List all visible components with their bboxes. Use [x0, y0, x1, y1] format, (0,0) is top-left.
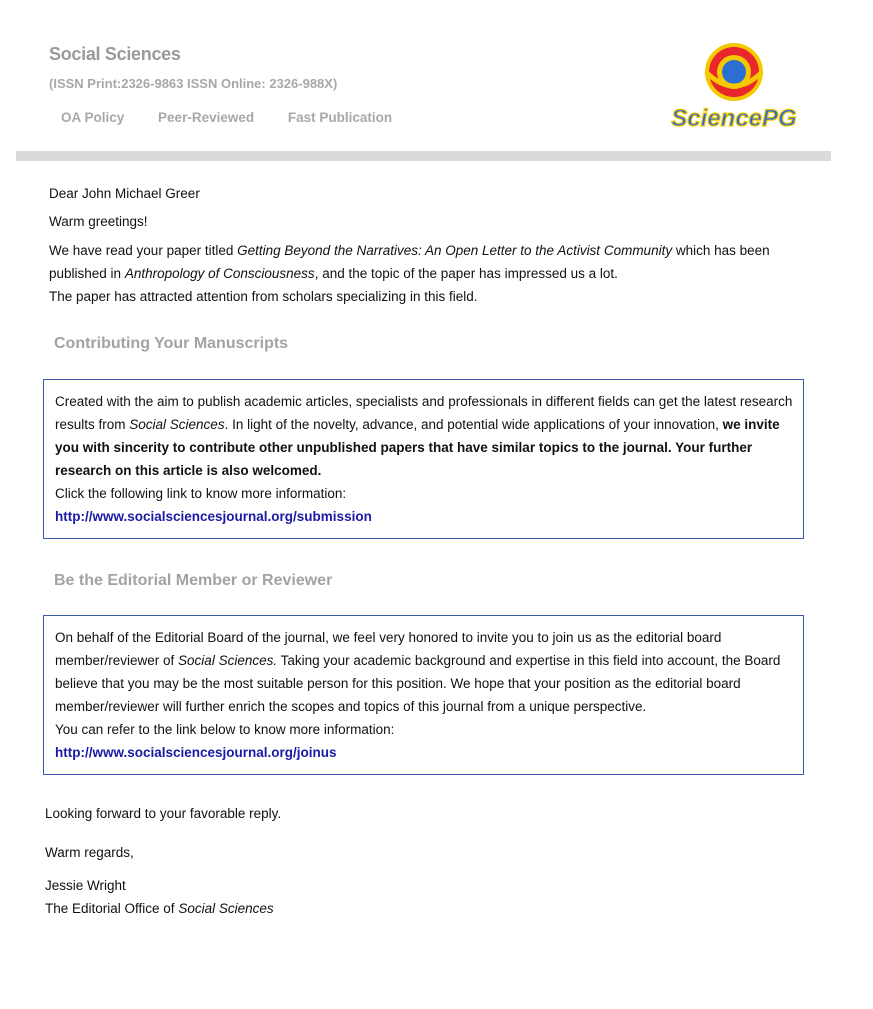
box-text: Taking your academic background and expertise in this field into account, the Board believe that you may be the most suitable person for this position. We hope that your position as the editorial board member/reviewer will further enrich the scopes and topics of this journal from a unique perspective. — [55, 653, 781, 714]
source-journal: Anthropology of Consciousness — [124, 266, 315, 281]
office-journal: Social Sciences — [178, 901, 274, 916]
issn-line: (ISSN Print:2326-9863 ISSN Online: 2326-988X) — [49, 76, 338, 91]
warm-greeting: Warm greetings! — [49, 214, 148, 229]
header-nav — [61, 110, 422, 125]
manuscripts-box — [43, 379, 804, 539]
header-divider — [16, 151, 831, 161]
submission-link[interactable]: http://www.socialsciencesjournal.org/submission — [55, 509, 372, 524]
section-title-manuscripts: Contributing Your Manuscripts — [54, 335, 289, 352]
signature-block — [45, 874, 274, 920]
intro-text: The paper has attracted attention from scholars specializing in this field. — [49, 289, 478, 304]
box-text: Created with the aim to publish academic articles, specialists and professionals in different fields can get the latest research results from — [55, 394, 793, 432]
sciencepg-logo — [666, 42, 802, 132]
section-title-editorial: Be the Editorial Member or Reviewer — [54, 572, 333, 589]
salutation: Dear John Michael Greer — [49, 186, 200, 201]
invitation-bold: we invite you with sincerity to contribute other unpublished papers that have similar topics to the journal. Your further research on this article is also welcomed. — [55, 417, 780, 478]
joinus-link[interactable]: http://www.socialsciencesjournal.org/joinus — [55, 745, 337, 760]
paper-title: Getting Beyond the Narratives: An Open Letter to the Activist Community — [237, 243, 673, 258]
link-prompt: You can refer to the link below to know more information: — [55, 722, 395, 737]
sender-name: Jessie Wright — [45, 878, 126, 893]
intro-text: We have read your paper titled — [49, 243, 238, 258]
nav-peer-reviewed[interactable]: Peer-Reviewed — [158, 110, 255, 125]
editorial-box — [43, 615, 804, 775]
logo-text: SciencePG — [671, 105, 797, 132]
nav-oa-policy[interactable]: OA Policy — [61, 110, 125, 125]
box-text: . In light of the novelty, advance, and potential wide applications of your innovation, — [224, 417, 723, 432]
journal-name: Social Sciences — [129, 417, 225, 432]
journal-name: Social Sciences. — [178, 653, 278, 668]
box-text: On behalf of the Editorial Board of the journal, we feel very honored to invite you to join us as the editorial board member/reviewer of — [55, 630, 722, 668]
journal-title: Social Sciences — [49, 44, 181, 64]
intro-text: , and the topic of the paper has impressed us a lot. — [314, 266, 618, 281]
link-prompt: Click the following link to know more information: — [55, 486, 347, 501]
intro-paragraph — [49, 239, 809, 308]
closing-line: Looking forward to your favorable reply. — [45, 806, 282, 821]
intro-text: which has been published in — [49, 243, 770, 281]
nav-fast-publication[interactable]: Fast Publication — [287, 110, 393, 125]
regards-line: Warm regards, — [45, 845, 134, 860]
office-text: The Editorial Office of — [45, 901, 179, 916]
